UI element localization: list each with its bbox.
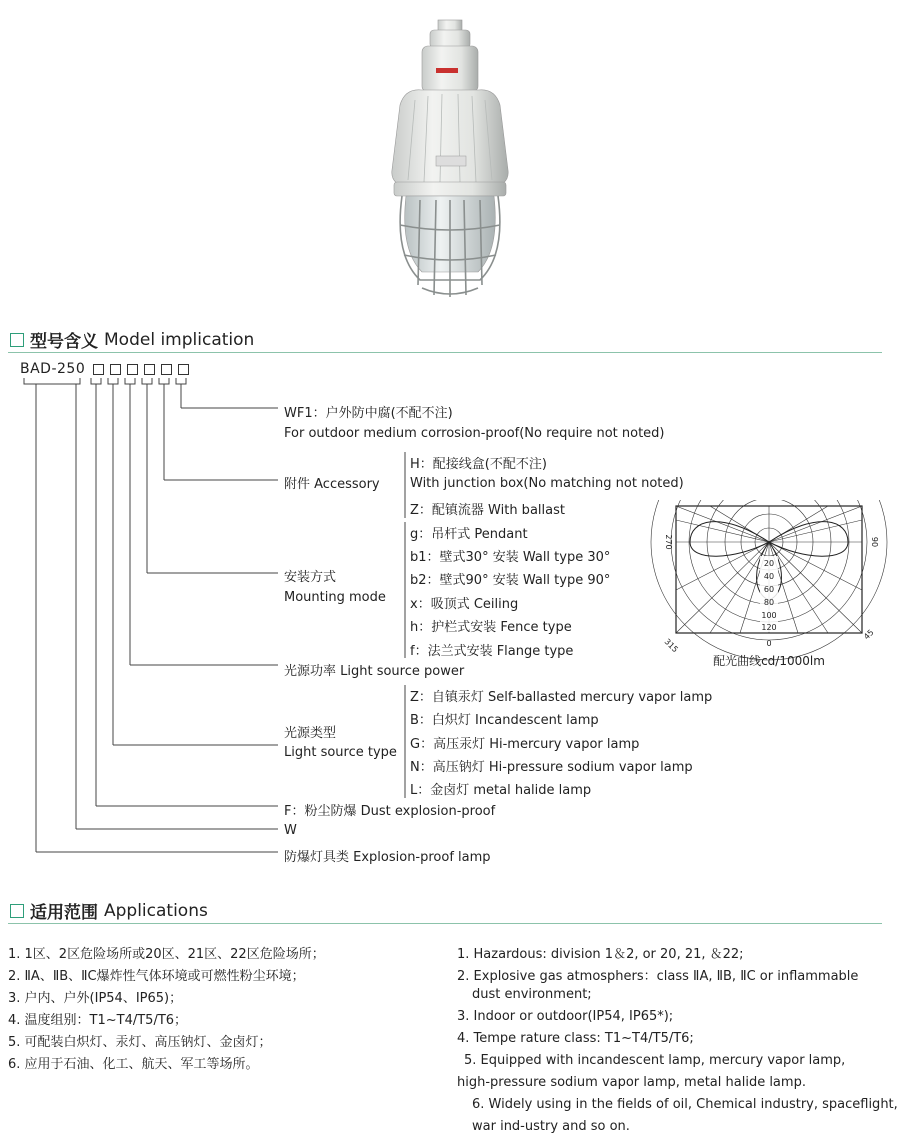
type-item: L：金卤灯 metal halide lamp — [410, 783, 592, 798]
ring-label: 120 — [761, 623, 777, 632]
app-item-en: 1. Hazardous: division 1＆2, or 20, 21, ＆22; — [457, 947, 744, 962]
angle-label: 90 — [870, 536, 879, 548]
app-item-en: war ind-ustry and so on. — [472, 1119, 630, 1134]
mounting-label-en: Mounting mode — [284, 590, 386, 605]
app-item-zh: 1. 1区、2区危险场所或20区、21区、22区危险场所； — [8, 947, 325, 962]
w-label: W — [284, 823, 297, 838]
mount-item: h：护栏式安装 Fence type — [410, 620, 572, 635]
type-label-en: Light source type — [284, 745, 397, 760]
mount-item: b2：壁式90° 安装 Wall type 90° — [410, 573, 611, 588]
app-item-zh: 4. 温度组别：T1~T4/T5/T6； — [8, 1013, 188, 1028]
divider — [8, 923, 882, 924]
type-item: B：白炽灯 Incandescent lamp — [410, 713, 599, 728]
app-item-en: 6. Widely using in the fields of oil, Chemical industry, spaceflight, — [472, 1097, 898, 1112]
model-heading-en: Model implication — [104, 329, 255, 350]
accessory-label: 附件 Accessory — [284, 477, 380, 492]
mount-item: b1：壁式30° 安装 Wall type 30° — [410, 550, 611, 565]
mount-item: x：吸顶式 Ceiling — [410, 597, 519, 612]
type-item: G：高压汞灯 Hi-mercury vapor lamp — [410, 737, 640, 752]
angle-label: 45 — [862, 627, 876, 642]
type-item: N：高压钠灯 Hi-pressure sodium vapor lamp — [410, 760, 693, 775]
checkbox-square-icon — [10, 904, 24, 918]
app-item-en: dust environment; — [472, 987, 592, 1002]
type-item: Z：自镇汞灯 Self-ballasted mercury vapor lamp — [410, 690, 713, 705]
wf1-label: WF1：户外防中腐(不配不注) — [284, 406, 453, 421]
accessory-h-en: With junction box(No matching not noted) — [410, 476, 684, 491]
app-item-en: high-pressure sodium vapor lamp, metal halide lamp. — [457, 1075, 806, 1090]
ring-label: 100 — [761, 611, 777, 620]
app-item-en: 3. Indoor or outdoor(IP54, IP65*); — [457, 1009, 674, 1024]
ring-label: 20 — [763, 559, 775, 568]
ring-label: 80 — [763, 598, 775, 607]
type-label-zh: 光源类型 — [284, 726, 337, 741]
mount-item: f：法兰式安装 Flange type — [410, 644, 574, 659]
power-label: 光源功率 Light source power — [284, 664, 465, 679]
app-item-en: 4. Tempe rature class: T1~T4/T5/T6; — [457, 1031, 694, 1046]
angle-label: 0 — [766, 639, 772, 648]
applications-heading-zh: 适用范围 — [30, 903, 98, 923]
angle-label: 315 — [662, 637, 680, 655]
lamp-label: 防爆灯具类 Explosion-proof lamp — [284, 850, 491, 865]
app-item-en: 5. Equipped with incandescent lamp, mercury vapor lamp, — [464, 1053, 846, 1068]
mount-item: g：吊杆式 Pendant — [410, 527, 528, 542]
app-item-en: 2. Explosive gas atmosphers：class ⅡA, ⅡB, ⅡC or inflammable — [457, 969, 859, 984]
model-heading-zh: 型号含义 — [30, 332, 98, 352]
app-item-zh: 2. ⅡA、ⅡB、ⅡC爆炸性气体环境或可燃性粉尘环境； — [8, 969, 305, 984]
mounting-label-zh: 安装方式 — [284, 570, 337, 585]
accessory-h: H：配接线盒(不配不注) — [410, 457, 547, 472]
model-code-text: BAD-250 — [20, 361, 86, 377]
angle-label: 270 — [664, 534, 673, 550]
ring-label: 40 — [763, 572, 775, 581]
app-item-zh: 6. 应用于石油、化工、航天、军工等场所。 — [8, 1057, 259, 1072]
accessory-z: Z：配镇流器 With ballast — [410, 503, 565, 518]
wf1-label-en: For outdoor medium corrosion-proof(No require not noted) — [284, 426, 665, 441]
app-item-zh: 3. 户内、户外(IP54、IP65)； — [8, 991, 183, 1006]
dust-label: F：粉尘防爆 Dust explosion-proof — [284, 804, 496, 819]
ring-label: 60 — [763, 585, 775, 594]
applications-heading-en: Applications — [104, 900, 208, 921]
diagram-caption: 配光曲线cd/1000lm — [713, 654, 825, 668]
section-heading-applications — [10, 898, 208, 923]
light-distribution-diagram — [650, 500, 890, 675]
app-item-zh: 5. 可配装白炽灯、汞灯、高压钠灯、金卤灯； — [8, 1035, 272, 1050]
